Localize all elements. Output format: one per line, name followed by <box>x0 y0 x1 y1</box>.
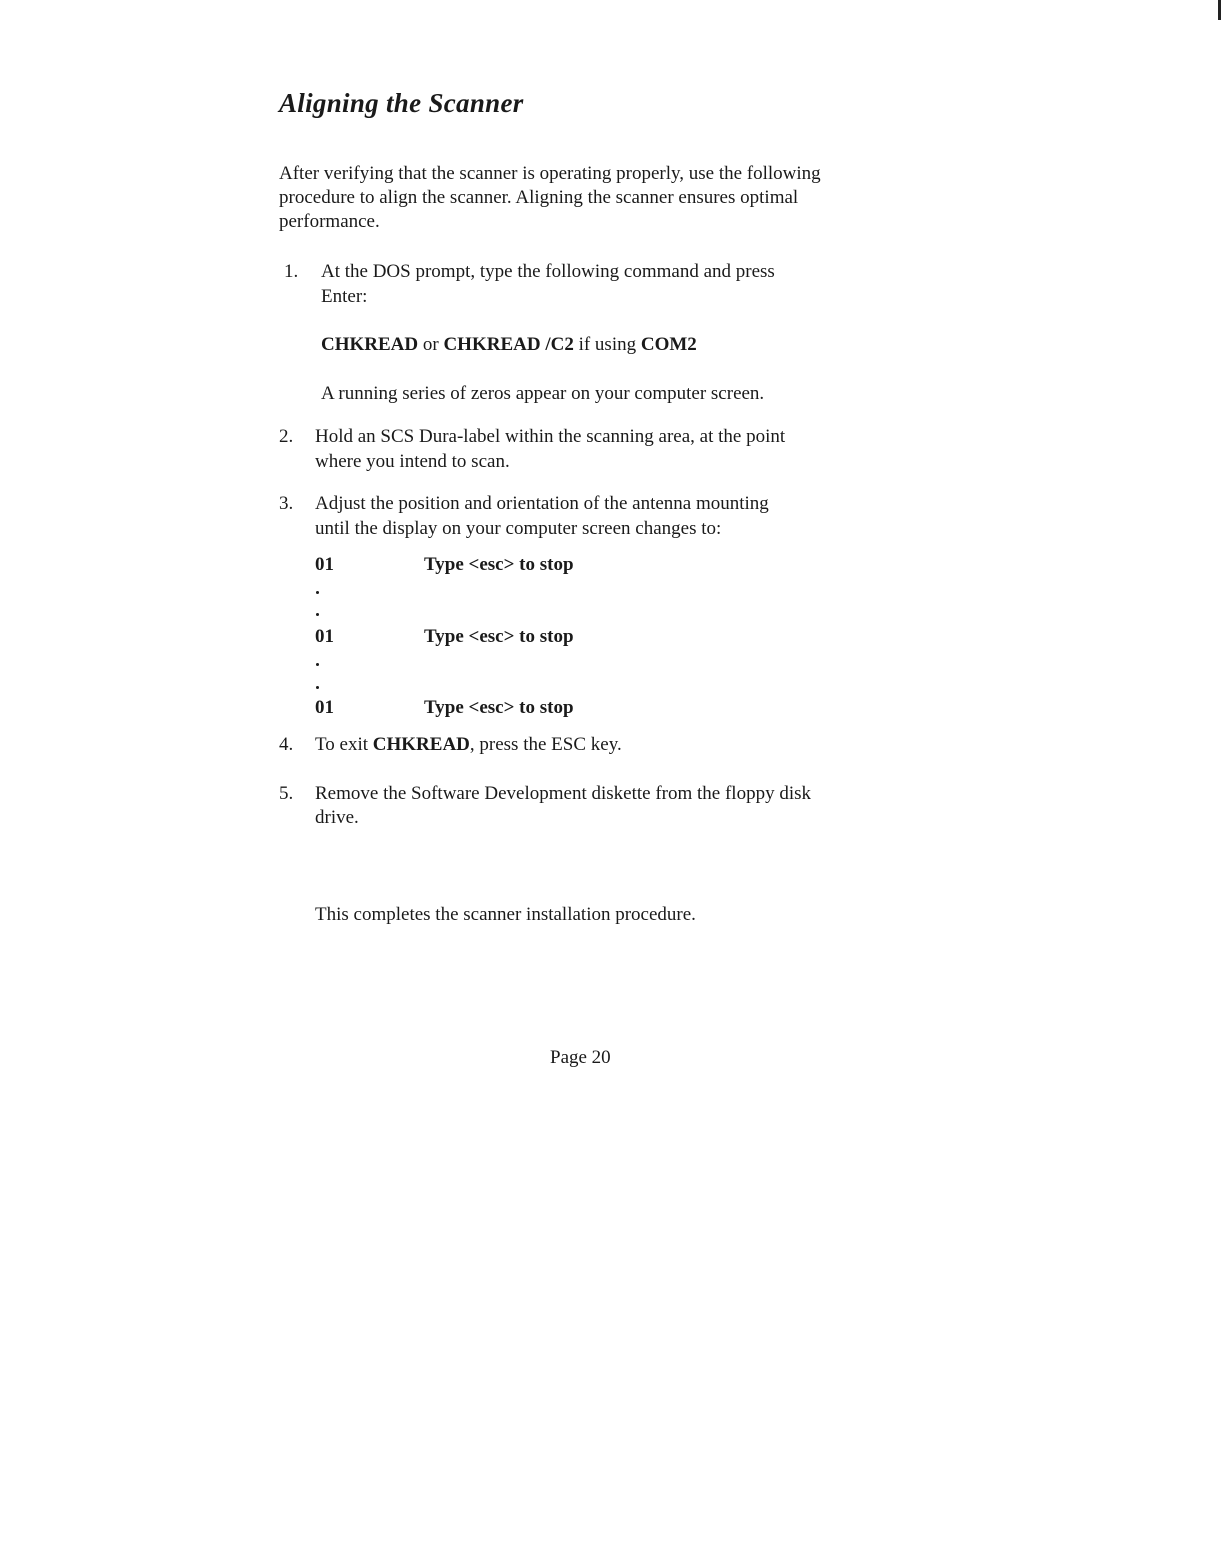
display-code-2: 01 <box>315 626 334 647</box>
ellipsis-dot <box>316 686 319 689</box>
page-title: Aligning the Scanner <box>279 88 524 118</box>
page-number: Page 20 <box>550 1047 611 1068</box>
step-1-line2: Enter: <box>321 286 368 307</box>
display-text-1: Type <esc> to stop <box>424 554 574 575</box>
step-2-line2: where you intend to scan. <box>315 451 510 472</box>
display-code-3: 01 <box>315 697 334 718</box>
ellipsis-dot <box>316 663 319 666</box>
step-5-line2: drive. <box>315 807 359 828</box>
step-1-line1: At the DOS prompt, type the following command and press <box>321 261 775 282</box>
step-4-bold: CHKREAD <box>372 734 470 755</box>
command-com2: COM2 <box>640 334 697 355</box>
step-3-number: 3. <box>279 493 294 514</box>
display-code-1: 01 <box>315 554 334 575</box>
command-or: or <box>418 334 444 355</box>
step-4-number: 4. <box>279 734 294 755</box>
step-3-line2: until the display on your computer screen changes to: <box>315 518 722 539</box>
step-1-number: 1. <box>284 261 299 282</box>
display-text-3: Type <esc> to stop <box>424 697 574 718</box>
step-4-post: , press the ESC key. <box>469 734 622 755</box>
step-5-line1: Remove the Software Development diskette from the floppy disk <box>315 783 811 804</box>
command-chkread: CHKREAD <box>321 334 419 355</box>
ellipsis-dot <box>316 613 319 616</box>
command-if-using: if using <box>573 334 641 355</box>
scan-edge-mark <box>1218 0 1221 20</box>
closing-sentence: This completes the scanner installation procedure. <box>315 904 696 925</box>
ellipsis-dot <box>316 591 319 594</box>
step-2-number: 2. <box>279 426 294 447</box>
step-4-text <box>315 733 622 757</box>
step-4-pre: To exit <box>315 734 373 755</box>
step-5-number: 5. <box>279 783 294 804</box>
display-text-2: Type <esc> to stop <box>424 626 574 647</box>
step-1-command <box>321 333 697 357</box>
step-1-result: A running series of zeros appear on your computer screen. <box>321 383 765 404</box>
command-chkread-c2: CHKREAD /C2 <box>443 334 574 355</box>
step-3-line1: Adjust the position and orientation of the antenna mounting <box>315 493 769 514</box>
step-2-line1: Hold an SCS Dura-label within the scanning area, at the point <box>315 426 786 447</box>
intro-paragraph: After verifying that the scanner is operating properly, use the following procedure to align the scanner. Aligning the scanner ensures optimal performance. <box>279 163 821 232</box>
